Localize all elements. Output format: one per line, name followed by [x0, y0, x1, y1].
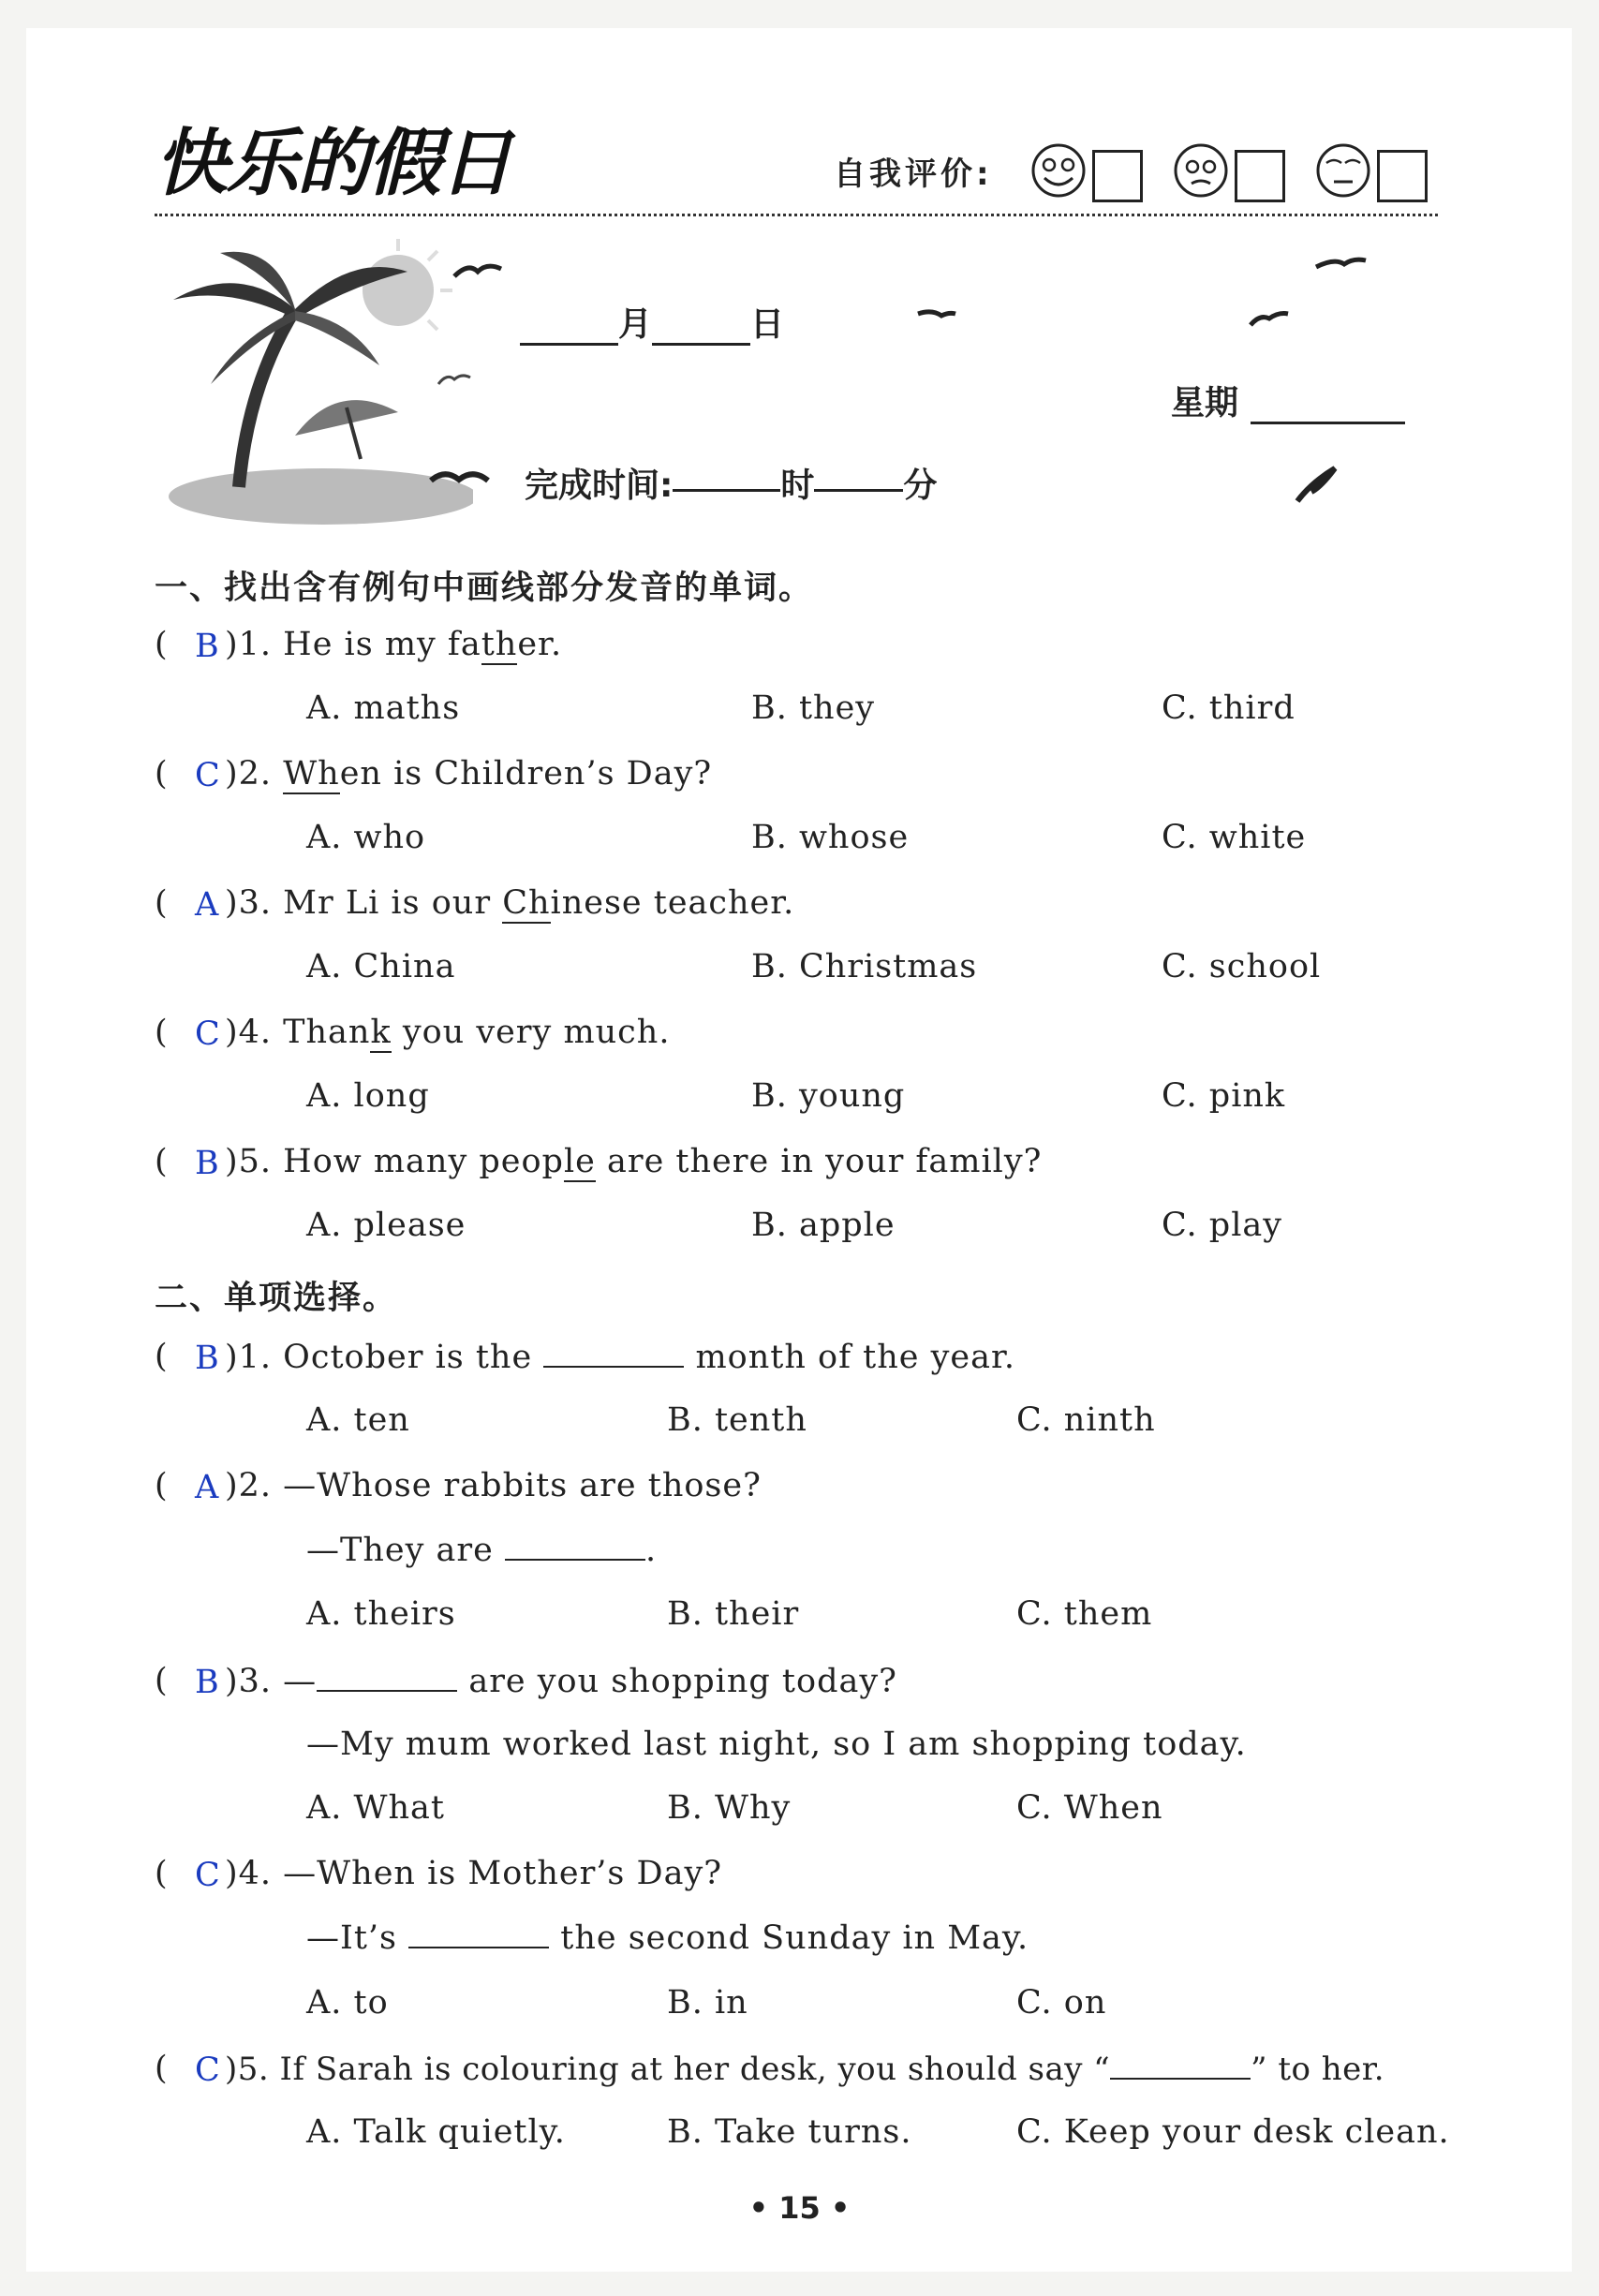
s2-q2-line2	[306, 1531, 657, 1569]
section2-heading: 二、单项选择。	[155, 1280, 398, 1317]
day-label: 日	[750, 305, 785, 344]
s1-q2-pre: )2.	[225, 755, 284, 792]
answer-paren: (	[155, 1662, 168, 1699]
answer-paren: (	[155, 2050, 168, 2087]
underlined-sound: Wh	[283, 755, 340, 792]
answer-s1-q3[interactable]: A	[195, 886, 219, 924]
page-title: 快乐的假日	[155, 122, 511, 206]
answer-paren: (	[155, 1855, 168, 1892]
underlined-sound: th	[481, 626, 518, 663]
neutral-face-icon	[1173, 142, 1229, 199]
s2-q4-line2	[306, 1918, 1029, 1957]
s2-q1-option-c[interactable]: C. ninth	[1016, 1401, 1156, 1439]
s1-q5-stem	[225, 1143, 1042, 1180]
s1-q5-option-c[interactable]: C. play	[1162, 1207, 1283, 1244]
bird-icon	[450, 258, 506, 286]
s1-q1-post: er.	[517, 626, 563, 663]
s1-q3-option-b[interactable]: B. Christmas	[751, 948, 978, 985]
answer-paren: (	[155, 626, 168, 663]
s2-q2-post: .	[644, 1532, 658, 1569]
page-number: • 15 •	[748, 2190, 851, 2226]
rating-box-ok[interactable]	[1235, 150, 1285, 202]
weekday-blank[interactable]	[1251, 422, 1405, 424]
s1-q5-option-b[interactable]: B. apple	[751, 1207, 896, 1244]
s2-q4-option-b[interactable]: B. in	[667, 1984, 748, 2022]
s2-q2-option-a[interactable]: A. theirs	[306, 1595, 456, 1633]
s2-q3-pre: )3. —	[225, 1663, 318, 1700]
s2-q5-option-c[interactable]: C. Keep your desk clean.	[1016, 2113, 1450, 2151]
underlined-sound: le	[563, 1143, 596, 1180]
s2-q5-post: ” to her.	[1251, 2051, 1385, 2088]
answer-s1-q1[interactable]: B	[195, 628, 219, 665]
bird-icon	[436, 370, 473, 389]
bird-icon	[426, 467, 492, 495]
s2-q2-option-c[interactable]: C. them	[1016, 1595, 1153, 1633]
hour-label: 时	[780, 467, 815, 505]
answer-paren: (	[155, 884, 168, 922]
s1-q1-option-a[interactable]: A. maths	[306, 689, 461, 727]
s1-q2-stem	[225, 755, 712, 792]
s2-q5-pre: )5. If Sarah is colouring at her desk, you should say “	[225, 2051, 1111, 2088]
s1-q3-pre: )3. Mr Li is our	[225, 884, 503, 922]
s1-q4-pre: )4. Than	[225, 1014, 371, 1051]
s1-q2-option-c[interactable]: C. white	[1162, 819, 1307, 856]
answer-s2-q4[interactable]: C	[195, 1857, 220, 1894]
answer-paren: (	[155, 1143, 168, 1180]
s1-q1-pre: )1. He is my fa	[225, 626, 481, 663]
s2-q4-pre: —It’s	[306, 1919, 397, 1957]
s2-q3-post: are you shopping today?	[468, 1663, 897, 1700]
s1-q3-stem	[225, 884, 794, 922]
minute-blank[interactable]	[814, 489, 903, 492]
bird-icon	[1246, 304, 1293, 333]
hour-blank[interactable]	[673, 489, 780, 492]
s1-q3-post: inese teacher.	[550, 884, 795, 922]
s2-q5-stem	[225, 2050, 1384, 2088]
time-label: 完成时间:	[525, 467, 674, 505]
s1-q2-post: en is Children’s Day?	[339, 755, 713, 792]
s1-q1-option-b[interactable]: B. they	[751, 689, 876, 727]
s1-q5-pre: )5. How many peop	[225, 1143, 564, 1180]
weekday-field	[1171, 377, 1405, 424]
answer-s2-q2[interactable]: A	[195, 1469, 219, 1506]
s2-q3-option-c[interactable]: C. When	[1016, 1789, 1163, 1827]
s2-q1-pre: )1. October is the	[225, 1339, 533, 1376]
s2-q3-blank[interactable]	[317, 1662, 457, 1692]
s2-q5-blank[interactable]	[1110, 2050, 1251, 2080]
s2-q2-option-b[interactable]: B. their	[667, 1595, 800, 1633]
rating-box-poor[interactable]	[1377, 150, 1428, 202]
s1-q5-post: are there in your family?	[595, 1143, 1043, 1180]
s2-q5-option-a[interactable]: A. Talk quietly.	[306, 2113, 566, 2151]
s2-q4-post: the second Sunday in May.	[560, 1919, 1029, 1957]
s2-q1-post: month of the year.	[695, 1339, 1015, 1376]
s1-q2-option-a[interactable]: A. who	[306, 819, 426, 856]
answer-s1-q2[interactable]: C	[195, 757, 220, 794]
bird-icon	[1293, 464, 1340, 511]
minute-label: 分	[903, 467, 938, 505]
smile-face-icon	[1030, 142, 1087, 199]
s2-q3-line1	[225, 1662, 897, 1700]
s1-q4-stem	[225, 1014, 670, 1051]
answer-paren: (	[155, 755, 168, 792]
date-field	[520, 298, 784, 346]
s2-q1-blank[interactable]	[543, 1338, 684, 1368]
answer-s1-q5[interactable]: B	[195, 1145, 219, 1182]
s1-q1-option-c[interactable]: C. third	[1162, 689, 1295, 727]
underlined-sound: k	[370, 1014, 392, 1051]
s2-q1-option-a[interactable]: A. ten	[306, 1401, 410, 1439]
s1-q3-option-a[interactable]: A. China	[306, 948, 456, 985]
s2-q4-option-a[interactable]: A. to	[306, 1984, 389, 2022]
s2-q1-stem	[225, 1338, 1015, 1376]
answer-s2-q1[interactable]: B	[195, 1340, 219, 1377]
rating-box-good[interactable]	[1092, 150, 1143, 202]
answer-s2-q3[interactable]: B	[195, 1664, 219, 1701]
answer-paren: (	[155, 1338, 168, 1375]
s1-q4-option-b[interactable]: B. young	[751, 1077, 906, 1115]
header-divider	[155, 214, 1438, 216]
palm-island-icon	[155, 234, 473, 534]
s1-q3-option-c[interactable]: C. school	[1162, 948, 1322, 985]
s2-q3-option-a[interactable]: A. What	[306, 1789, 445, 1827]
section1-heading: 一、找出含有例句中画线部分发音的单词。	[155, 570, 814, 607]
s2-q5-option-b[interactable]: B. Take turns.	[667, 2113, 912, 2151]
answer-paren: (	[155, 1467, 168, 1504]
s2-q4-line1: )4. —When is Mother’s Day?	[225, 1855, 722, 1892]
bird-icon	[913, 304, 960, 328]
s1-q4-post: you very much.	[391, 1014, 671, 1051]
s2-q4-option-c[interactable]: C. on	[1016, 1984, 1107, 2022]
month-blank[interactable]	[520, 343, 618, 346]
underlined-sound: Ch	[502, 884, 551, 922]
s2-q2-blank[interactable]	[505, 1531, 645, 1561]
answer-s1-q4[interactable]: C	[195, 1015, 220, 1053]
s2-q2-line1: )2. —Whose rabbits are those?	[225, 1467, 762, 1504]
s1-q4-option-a[interactable]: A. long	[306, 1077, 430, 1115]
weekday-label: 星期	[1171, 384, 1239, 422]
sad-face-icon	[1315, 142, 1371, 199]
s1-q2-option-b[interactable]: B. whose	[751, 819, 910, 856]
s1-q1-stem	[225, 626, 562, 663]
answer-s2-q5[interactable]: C	[195, 2052, 220, 2089]
bird-icon	[1311, 253, 1368, 281]
self-eval-label: 自我评价:	[834, 156, 993, 193]
time-field	[525, 459, 937, 507]
s2-q4-blank[interactable]	[408, 1918, 549, 1948]
s2-q2-pre: —They are	[306, 1532, 494, 1569]
month-label: 月	[618, 305, 653, 344]
s2-q1-option-b[interactable]: B. tenth	[667, 1401, 807, 1439]
s1-q4-option-c[interactable]: C. pink	[1162, 1077, 1286, 1115]
s1-q5-option-a[interactable]: A. please	[306, 1207, 466, 1244]
s2-q3-option-b[interactable]: B. Why	[667, 1789, 792, 1827]
day-blank[interactable]	[652, 343, 750, 346]
answer-paren: (	[155, 1014, 168, 1051]
s2-q3-line2: —My mum worked last night, so I am shopping today.	[306, 1726, 1247, 1763]
